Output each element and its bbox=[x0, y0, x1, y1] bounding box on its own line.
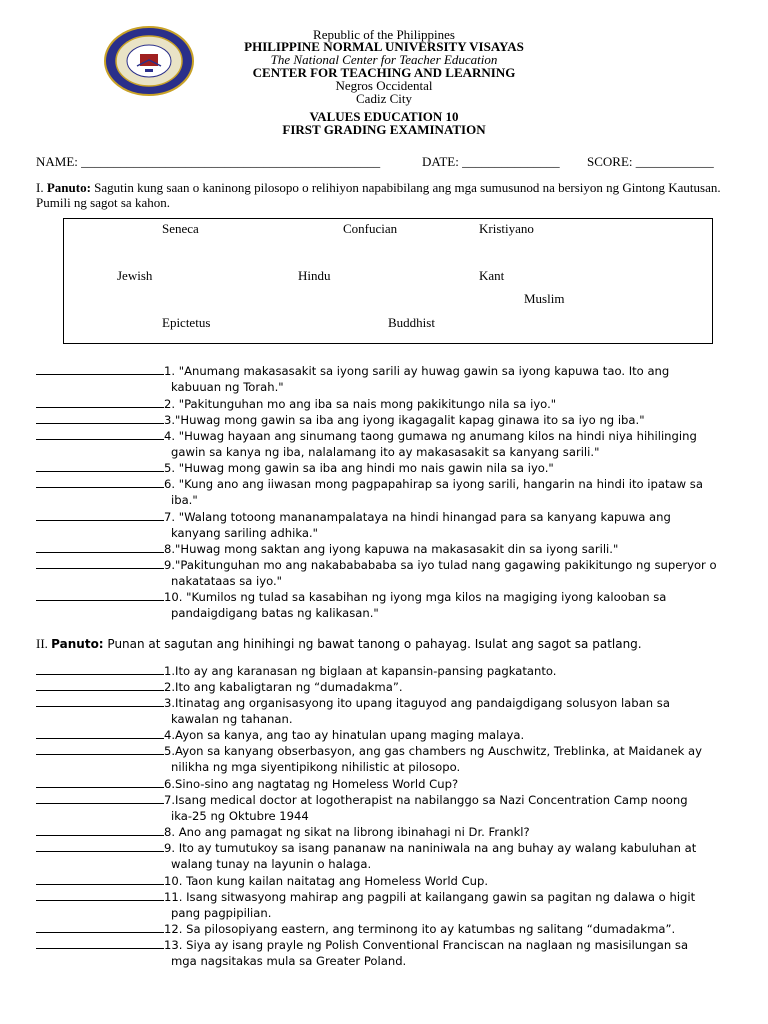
part1-instructions: I. Panuto: Sagutin kung saan o kaninong pilosopo o relihiyon napabibilang ang mga sumusunod na bersiyon ng Gintong Kautusan. Pumili ng sagot sa kahon. bbox=[36, 180, 721, 210]
answer-blank[interactable] bbox=[36, 589, 164, 601]
question-item: 6. "Kung ano ang iiwasan mong pagpapahirap sa iyong sarili, hangarin na hindi ito ipataw sa iba." bbox=[36, 476, 736, 508]
choice-item: Hindu bbox=[298, 268, 331, 283]
answer-blank[interactable] bbox=[36, 873, 164, 885]
question-item: 8. Ano ang pamagat ng sikat na librong ibinahagi ni Dr. Frankl? bbox=[36, 824, 736, 840]
question-item: 7.Isang medical doctor at logotherapist na nabilanggo sa Nazi Concentration Camp noong ika-25 ng Oktubre 1944 bbox=[36, 792, 736, 824]
question-item: 2.Ito ang kabaligtaran ng “dumadakma”. bbox=[36, 679, 736, 695]
choice-item: Kristiyano bbox=[479, 221, 534, 236]
question-item: 10. Taon kung kailan naitatag ang Homeless World Cup. bbox=[36, 873, 736, 889]
answer-blank[interactable] bbox=[36, 889, 164, 901]
answer-blank[interactable] bbox=[36, 679, 164, 691]
question-item: 1.Ito ay ang karanasan ng biglaan at kapansin-pansing pagkatanto. bbox=[36, 663, 736, 679]
header-center: CENTER FOR TEACHING AND LEARNING bbox=[252, 65, 516, 80]
answer-blank[interactable] bbox=[36, 412, 164, 424]
date-field[interactable]: DATE: _______________ bbox=[422, 154, 560, 169]
header-province: Negros Occidental bbox=[335, 78, 433, 93]
question-item: 2. "Pakitunguhan mo ang iba sa nais mong pakikitungo nila sa iyo." bbox=[36, 396, 736, 412]
exam-title: FIRST GRADING EXAMINATION bbox=[282, 122, 486, 137]
answer-blank[interactable] bbox=[36, 557, 164, 569]
answer-blank[interactable] bbox=[36, 840, 164, 852]
question-item: 13. Siya ay isang prayle ng Polish Conventional Franciscan na naglaan ng masisilungan sa mga nagsitakas mula sa Greater Poland. bbox=[36, 937, 736, 969]
answer-blank[interactable] bbox=[36, 363, 164, 375]
question-item: 9."Pakitunguhan mo ang nakababababa sa iyo tulad nang gagawing pakikitungo ng superyor o nakatataas sa iyo." bbox=[36, 557, 736, 589]
exam-subject: VALUES EDUCATION 10 bbox=[309, 109, 459, 124]
answer-blank[interactable] bbox=[36, 743, 164, 755]
choice-item: Epictetus bbox=[162, 315, 211, 330]
question-item: 1. "Anumang makasasakit sa iyong sarili ay huwag gawin sa iyong kapuwa tao. Ito ang kabuuan ng Torah." bbox=[36, 363, 736, 395]
answer-blank[interactable] bbox=[36, 476, 164, 488]
question-item: 3."Huwag mong gawin sa iba ang iyong ikagagalit kapag ginawa ito sa iyo ng iba." bbox=[36, 412, 736, 428]
choice-item: Confucian bbox=[343, 221, 398, 236]
question-item: 3.Itinatag ang organisasyong ito upang itaguyod ang pandaigdigang solusyon laban sa kawalan ng tahanan. bbox=[36, 695, 736, 727]
question-item: 11. Isang sitwasyong mahirap ang pagpili at kailangang gawin sa pagitan ng dalawa o higit pang pagpipilian. bbox=[36, 889, 736, 921]
header-republic: Republic of the Philippines bbox=[313, 27, 455, 42]
header-university: PHILIPPINE NORMAL UNIVERSITY VISAYAS bbox=[244, 39, 524, 54]
question-item: 12. Sa pilosopiyang eastern, ang terminong ito ay katumbas ng salitang “dumadakma”. bbox=[36, 921, 736, 937]
answer-blank[interactable] bbox=[36, 695, 164, 707]
question-item: 4. "Huwag hayaan ang sinumang taong gumawa ng anumang kilos na hindi niya hihilinging gawin sa kanya ng iba, nalalamang ito ay makasasakit sa kanyang sarili." bbox=[36, 428, 736, 460]
header-tagline: The National Center for Teacher Education bbox=[270, 52, 498, 67]
answer-blank[interactable] bbox=[36, 792, 164, 804]
choice-item: Buddhist bbox=[388, 315, 435, 330]
answer-blank[interactable] bbox=[36, 509, 164, 521]
answer-blank[interactable] bbox=[36, 663, 164, 675]
answer-blank[interactable] bbox=[36, 937, 164, 949]
choice-item: Seneca bbox=[162, 221, 199, 236]
answer-blank[interactable] bbox=[36, 727, 164, 739]
answer-blank[interactable] bbox=[36, 396, 164, 408]
question-item: 9. Ito ay tumutukoy sa isang pananaw na naniniwala na ang buhay ay walang kabuluhan at walang tunay na layunin o halaga. bbox=[36, 840, 736, 872]
answer-blank[interactable] bbox=[36, 776, 164, 788]
question-item: 5.Ayon sa kanyang obserbasyon, ang gas chambers ng Auschwitz, Treblinka, at Maidanek ay nilikha ng mga siyentipikong nihilistic at pilosopo. bbox=[36, 743, 736, 775]
question-item: 7. "Walang totoong mananampalataya na hindi hinangad para sa kanyang kapuwa ang kanyang sariling adhika." bbox=[36, 509, 736, 541]
question-item: 10. "Kumilos ng tulad sa kasabihan ng iyong mga kilos na magiging iyong kalooban sa pandaigdigang batas ng kalikasan." bbox=[36, 589, 736, 621]
name-field[interactable]: NAME: ______________________________________________ bbox=[36, 154, 381, 169]
answer-blank[interactable] bbox=[36, 460, 164, 472]
answer-blank[interactable] bbox=[36, 824, 164, 836]
question-item: 8."Huwag mong saktan ang iyong kapuwa na makasasakit din sa iyong sarili." bbox=[36, 541, 736, 557]
choice-item: Muslim bbox=[524, 291, 565, 306]
answer-blank[interactable] bbox=[36, 541, 164, 553]
question-item: 6.Sino-sino ang nagtatag ng Homeless World Cup? bbox=[36, 776, 736, 792]
part2-instructions: II. Panuto: Punan at sagutan ang hinihingi ng bawat tanong o pahayag. Isulat ang sagot sa patlang. bbox=[36, 636, 642, 651]
question-item: 5. "Huwag mong gawin sa iba ang hindi mo nais gawin nila sa iyo." bbox=[36, 460, 736, 476]
answer-blank[interactable] bbox=[36, 921, 164, 933]
question-item: 4.Ayon sa kanya, ang tao ay hinatulan upang maging malaya. bbox=[36, 727, 736, 743]
header-city: Cadiz City bbox=[356, 91, 412, 106]
choice-item: Kant bbox=[479, 268, 505, 283]
score-field[interactable]: SCORE: ____________ bbox=[587, 154, 714, 169]
choice-item: Jewish bbox=[117, 268, 153, 283]
answer-blank[interactable] bbox=[36, 428, 164, 440]
